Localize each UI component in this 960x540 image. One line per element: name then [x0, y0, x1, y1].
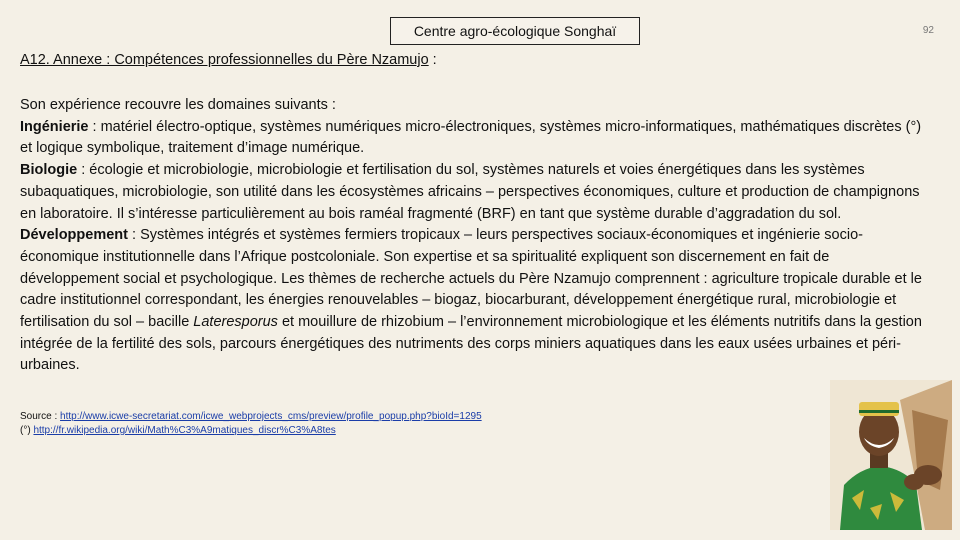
note-label: (°)	[20, 425, 34, 436]
developpement-text: : Systèmes intégrés et systèmes fermiers tropicaux – leurs perspectives sociaux-économiques et ingénierie socio-économique institutionnelle dans l’Afrique postcoloniale. Son expertise et sa spiritualité expliquent son discernement en fait de développement social et psychologique. Les thèmes de recherche actuels du Père Nzamujo comprennent : agriculture tropicale durable et le cadre institutionnel correspondant, les énergies renouvelables – biogaz, biocarburant, développement énergétique rural, microbiologie et fertilisation du sol – bacille	[20, 227, 922, 331]
portrait-photo	[830, 380, 952, 530]
intro-paragraph: Son expérience recouvre les domaines suivants :	[20, 97, 336, 113]
ingenierie-paragraph	[20, 117, 930, 160]
note-line	[20, 424, 482, 438]
biologie-paragraph	[20, 160, 930, 225]
biologie-label: Biologie	[20, 162, 78, 179]
note-link[interactable]: http://fr.wikipedia.org/wiki/Math%C3%A9matiques_discr%C3%A8tes	[33, 425, 336, 436]
developpement-label: Développement	[20, 227, 128, 244]
document-title: Centre agro-écologique Songhaï	[413, 23, 617, 39]
ingenierie-label: Ingénierie	[20, 118, 89, 135]
portrait-illustration	[830, 380, 952, 530]
developpement-italic: Lateresporus	[193, 314, 278, 331]
source-line	[20, 410, 482, 424]
section-heading-suffix: :	[428, 52, 437, 68]
source-link[interactable]: http://www.icwe-secretariat.com/icwe_webprojects_cms/preview/profile_popup.php?bioId=1295	[60, 411, 482, 422]
developpement-tail: et mouillure de rhizobium – l’environnement microbiologique et les éléments nutritifs dans la gestion intégrée de la fertilité des sols, parcours énergétiques des nutriments des corps miniers aquatiques dans les eaux usées urbaines et péri-urbaines.	[20, 314, 922, 374]
body-text	[20, 95, 930, 377]
ingenierie-text: : matériel électro-optique, systèmes numériques micro-électroniques, systèmes micro-informatiques, mathématiques discrètes (°) et logique symbolique, traitement d’image numérique.	[20, 118, 922, 157]
section-heading-label: A12. Annexe : Compétences professionnelles du Père Nzamujo	[20, 52, 429, 68]
document-title-box	[390, 17, 640, 45]
sources-block	[20, 410, 482, 438]
section-heading	[20, 52, 437, 68]
biologie-text: : écologie et microbiologie, microbiologie et fertilisation du sol, systèmes naturels et voies énergétiques dans les systèmes subaquatiques, microbiologie, son utilité dans les écosystèmes africains – perspectives économiques, culture et production de champignons en laboratoire. Il s’intéresse particulièrement au bois raméal fragmenté (BRF) en tant que système durable d’aggradation du sol.	[20, 162, 920, 222]
source-label: Source :	[20, 411, 61, 422]
developpement-paragraph	[20, 225, 930, 377]
page-number: 92	[922, 25, 934, 36]
